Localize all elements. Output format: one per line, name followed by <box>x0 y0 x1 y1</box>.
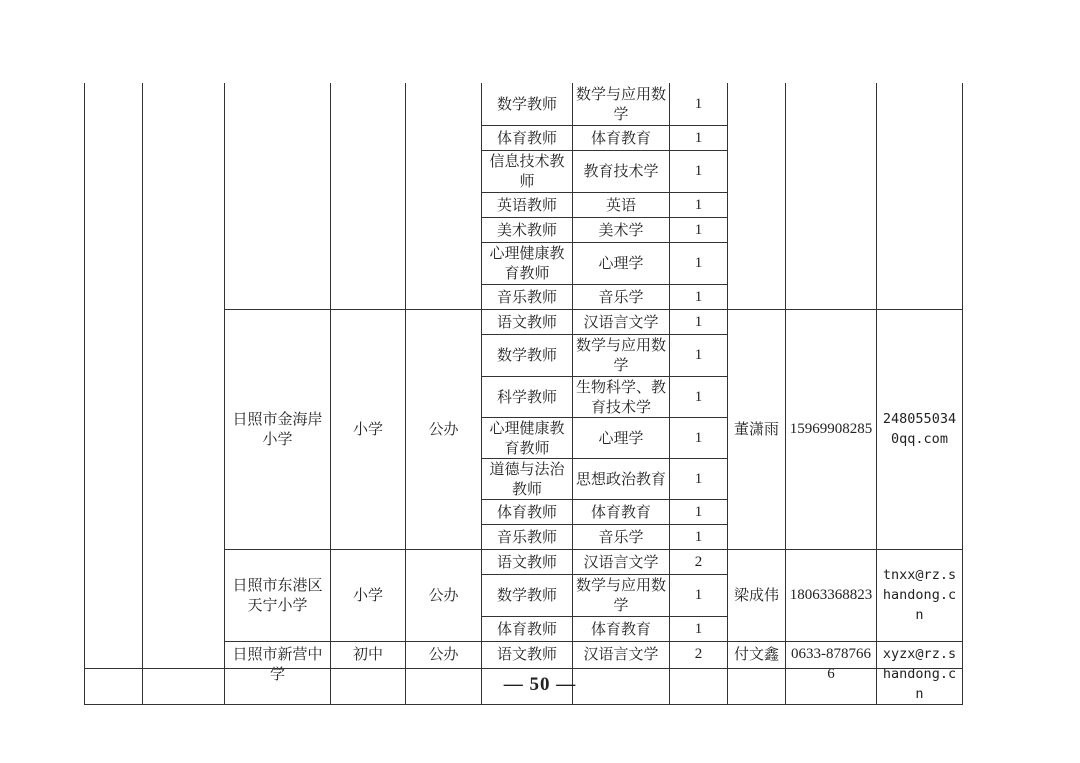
count-cell: 1 <box>670 150 728 192</box>
major-cell: 汉语言文学 <box>573 641 670 704</box>
post-cell: 音乐教师 <box>482 524 573 549</box>
school-name-cell <box>225 83 331 309</box>
col-index-cell <box>85 83 143 704</box>
post-cell: 心理健康教育教师 <box>482 417 573 458</box>
school-level-cell: 小学 <box>331 549 406 641</box>
post-cell: 英语教师 <box>482 192 573 217</box>
major-cell: 数学与应用数学 <box>573 83 670 125</box>
post-cell: 心理健康教育教师 <box>482 242 573 284</box>
school-type-cell <box>406 83 482 309</box>
school-type-cell: 公办 <box>406 641 482 704</box>
count-cell: 1 <box>670 334 728 376</box>
count-cell: 2 <box>670 641 728 704</box>
phone-cell: 18063368823 <box>786 549 877 641</box>
major-cell: 音乐学 <box>573 524 670 549</box>
post-cell: 数学教师 <box>482 574 573 616</box>
major-cell: 体育教育 <box>573 125 670 150</box>
school-type-cell: 公办 <box>406 549 482 641</box>
major-cell: 体育教育 <box>573 499 670 524</box>
post-cell: 语文教师 <box>482 641 573 704</box>
contact-cell: 付文鑫 <box>728 641 786 704</box>
school-name-cell: 日照市新营中学 <box>225 641 331 704</box>
major-cell: 英语 <box>573 192 670 217</box>
major-cell: 心理学 <box>573 242 670 284</box>
contact-cell: 梁成伟 <box>728 549 786 641</box>
post-cell: 道德与法治教师 <box>482 458 573 499</box>
major-cell: 生物科学、教育技术学 <box>573 376 670 417</box>
major-cell: 音乐学 <box>573 284 670 309</box>
major-cell: 汉语言文学 <box>573 309 670 334</box>
post-cell: 美术教师 <box>482 217 573 242</box>
count-cell: 1 <box>670 376 728 417</box>
table-bottom-rule <box>84 668 962 669</box>
post-cell: 体育教师 <box>482 616 573 641</box>
post-cell: 语文教师 <box>482 309 573 334</box>
post-cell: 体育教师 <box>482 125 573 150</box>
table-row <box>85 83 963 125</box>
post-cell: 音乐教师 <box>482 284 573 309</box>
count-cell: 1 <box>670 309 728 334</box>
count-cell: 1 <box>670 125 728 150</box>
major-cell: 汉语言文学 <box>573 549 670 574</box>
email-cell <box>877 83 963 309</box>
contact-cell <box>728 83 786 309</box>
email-cell: 2480550340qq.com <box>877 309 963 549</box>
count-cell: 1 <box>670 499 728 524</box>
post-cell: 科学教师 <box>482 376 573 417</box>
major-cell: 数学与应用数学 <box>573 334 670 376</box>
post-cell: 数学教师 <box>482 83 573 125</box>
phone-cell: 0633-8787666 <box>786 641 877 704</box>
recruitment-table <box>84 83 963 705</box>
count-cell: 1 <box>670 83 728 125</box>
major-cell: 体育教育 <box>573 616 670 641</box>
count-cell: 1 <box>670 217 728 242</box>
phone-cell <box>786 83 877 309</box>
count-cell: 1 <box>670 458 728 499</box>
count-cell: 1 <box>670 574 728 616</box>
post-cell: 语文教师 <box>482 549 573 574</box>
page-number: — 50 — <box>503 674 577 695</box>
phone-cell: 15969908285 <box>786 309 877 549</box>
school-name-cell: 日照市金海岸小学 <box>225 309 331 549</box>
school-level-cell <box>331 83 406 309</box>
email-cell: tnxx@rz.shandong.cn <box>877 549 963 641</box>
contact-cell: 董潇雨 <box>728 309 786 549</box>
count-cell: 2 <box>670 549 728 574</box>
col-area-cell <box>143 83 225 704</box>
count-cell: 1 <box>670 616 728 641</box>
count-cell: 1 <box>670 524 728 549</box>
major-cell: 思想政治教育 <box>573 458 670 499</box>
major-cell: 美术学 <box>573 217 670 242</box>
school-level-cell: 初中 <box>331 641 406 704</box>
post-cell: 数学教师 <box>482 334 573 376</box>
school-type-cell: 公办 <box>406 309 482 549</box>
major-cell: 数学与应用数学 <box>573 574 670 616</box>
count-cell: 1 <box>670 417 728 458</box>
major-cell: 心理学 <box>573 417 670 458</box>
email-cell: xyzx@rz.shandong.cn <box>877 641 963 704</box>
count-cell: 1 <box>670 192 728 217</box>
table-clip-region <box>0 83 1080 702</box>
count-cell: 1 <box>670 284 728 309</box>
school-name-cell: 日照市东港区天宁小学 <box>225 549 331 641</box>
count-cell: 1 <box>670 242 728 284</box>
school-level-cell: 小学 <box>331 309 406 549</box>
post-cell: 体育教师 <box>482 499 573 524</box>
post-cell: 信息技术教师 <box>482 150 573 192</box>
major-cell: 教育技术学 <box>573 150 670 192</box>
